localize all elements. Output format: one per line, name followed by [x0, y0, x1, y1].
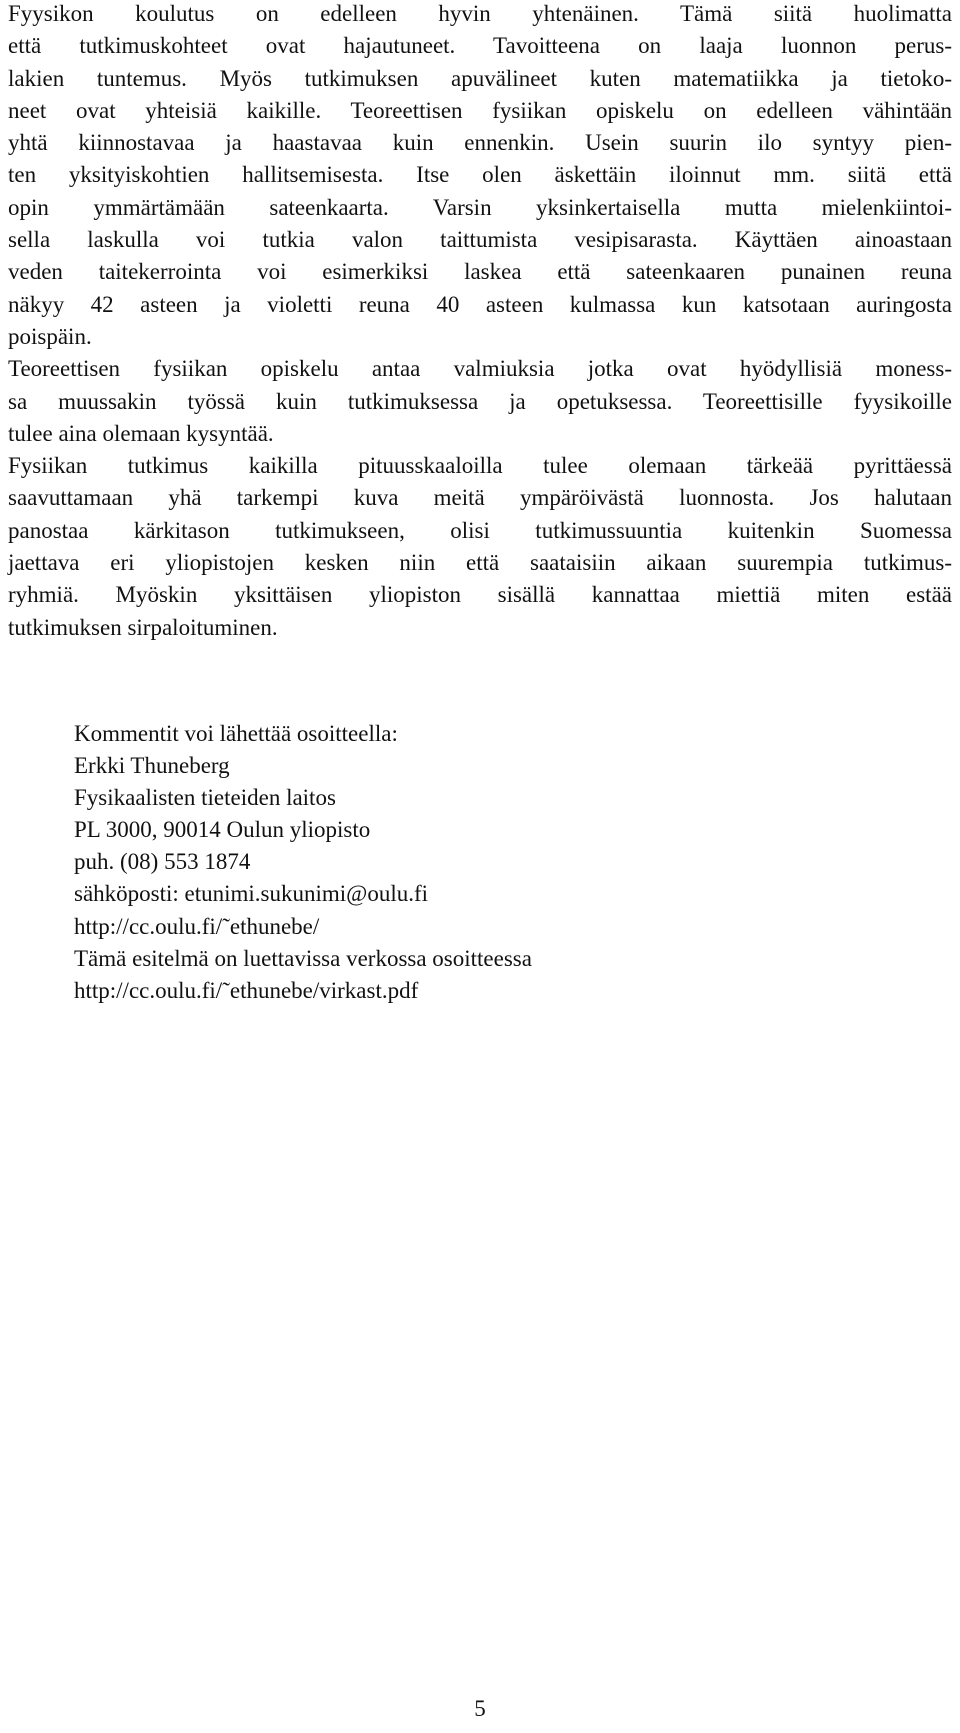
contact-email: sähköposti: etunimi.sukunimi@oulu.fi — [74, 881, 429, 907]
text-line: jaettava eri yliopistojen kesken niin että saataisiin aikaan suurempia tutkimus- — [8, 550, 952, 576]
text-line: veden taitekerrointa voi esimerkiksi laskea että sateenkaaren punainen reuna — [8, 259, 952, 285]
text-line: että tutkimuskohteet ovat hajautuneet. Tavoitteena on laaja luonnon perus- — [8, 33, 952, 59]
contact-address: PL 3000, 90014 Oulun yliopisto — [74, 817, 371, 843]
text-line: tutkimuksen sirpaloituminen. — [8, 614, 278, 640]
contact-homepage-link: http://cc.oulu.fi/˜ethunebe/ — [74, 913, 320, 939]
text-line: Fyysikon koulutus on edelleen hyvin yhtenäinen. Tämä siitä huolimatta — [8, 1, 952, 26]
text-line: yhtä kiinnostavaa ja haastavaa kuin ennenkin. Usein suurin ilo syntyy pien- — [8, 130, 952, 156]
text-line: neet ovat yhteisiä kaikille. Teoreettisen fysiikan opiskelu on edelleen vähintään — [8, 97, 952, 123]
pdf-link: http://cc.oulu.fi/˜ethunebe/virkast.pdf — [74, 977, 419, 1003]
text-line: tulee aina olemaan kysyntää. — [8, 420, 274, 446]
text-line: Teoreettisen fysiikan opiskelu antaa valmiuksia jotka ovat hyödyllisiä moness- — [8, 356, 952, 382]
text-line: saavuttamaan yhä tarkempi kuva meitä ympäröivästä luonnosta. Jos halutaan — [8, 485, 952, 511]
text-line: ryhmiä. Myöskin yksittäisen yliopiston sisällä kannattaa miettiä miten estää — [8, 582, 952, 608]
text-line: sella laskulla voi tutkia valon taittumista vesipisarasta. Käyttäen ainoastaan — [8, 227, 952, 253]
contact-block — [74, 718, 532, 1007]
contact-name: Erkki Thuneberg — [74, 753, 230, 779]
contact-phone: puh. (08) 553 1874 — [74, 849, 251, 875]
text-line: lakien tuntemus. Myös tutkimuksen apuvälineet kuten matematiikka ja tietoko- — [8, 65, 952, 91]
text-line: poispäin. — [8, 323, 92, 349]
text-line: Fysiikan tutkimus kaikilla pituusskaaloilla tulee olemaan tärkeää pyrittäessä — [8, 453, 952, 479]
text-line: sa muussakin työssä kuin tutkimuksessa ja opetuksessa. Teoreettisille fyysikoille — [8, 388, 952, 414]
text-line: ten yksityiskohtien hallitsemisesta. Itse olen äskettäin iloinnut mm. siitä että — [8, 162, 952, 188]
text-line: näkyy 42 asteen ja violetti reuna 40 asteen kulmassa kun katsotaan auringosta — [8, 291, 952, 317]
body-text — [8, 0, 952, 644]
text-line: panostaa kärkitason tutkimukseen, olisi tutkimussuuntia kuitenkin Suomessa — [8, 517, 952, 543]
contact-heading: Kommentit voi lähettää osoitteella: — [74, 721, 398, 746]
contact-department: Fysikaalisten tieteiden laitos — [74, 785, 336, 811]
page-number: 5 — [474, 1696, 486, 1721]
text-line: opin ymmärtämään sateenkaarta. Varsin yksinkertaisella mutta mielenkiintoi- — [8, 194, 952, 220]
availability-note: Tämä esitelmä on luettavissa verkossa osoitteessa — [74, 945, 532, 971]
